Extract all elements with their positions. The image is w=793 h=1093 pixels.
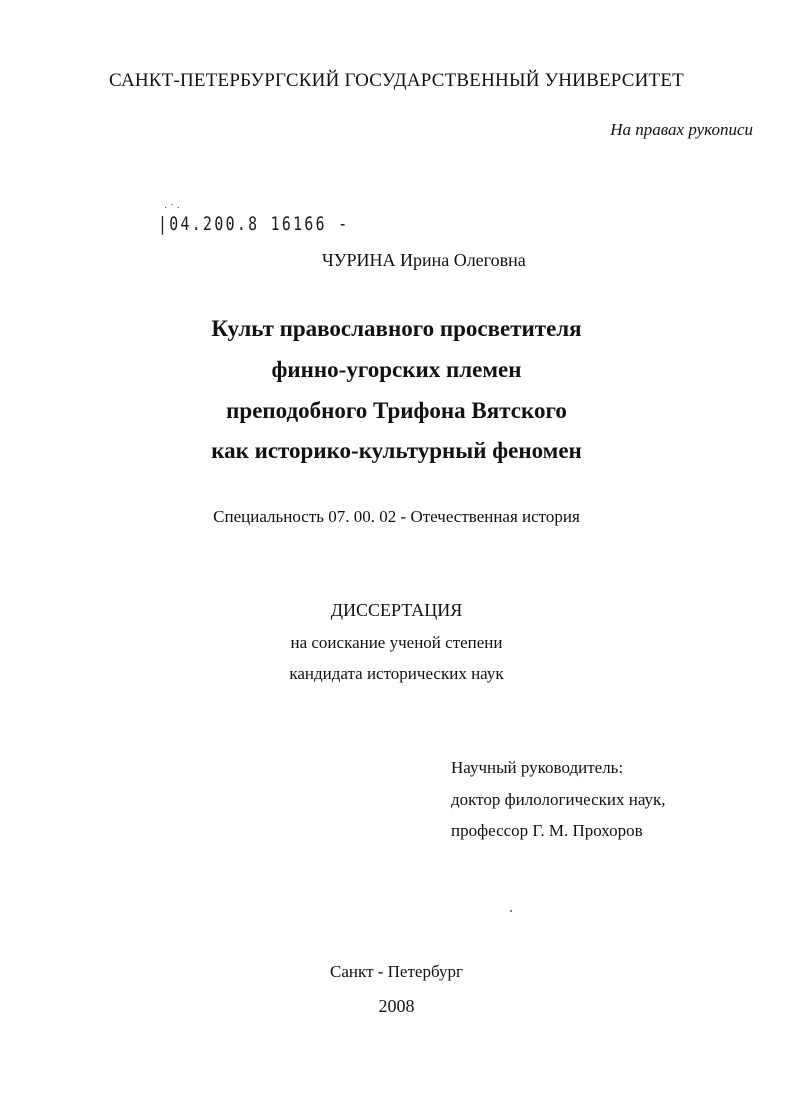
dissertation-degree-line-1: на соискание ученой степени (290, 633, 503, 652)
supervisor-label: Научный руководитель: (451, 758, 624, 777)
dissertation-degree-line-2: кандидата исторических наук (289, 664, 504, 683)
stamp-bracket: | (158, 213, 170, 235)
archive-stamp-number (158, 213, 349, 235)
title-line-2: финно-угорских племен (271, 357, 522, 382)
city: Санкт - Петербург (330, 962, 463, 981)
title-line-4: как историко-культурный феномен (211, 438, 582, 463)
title-line-3: преподобного Трифона Вятского (226, 398, 567, 423)
year: 2008 (378, 996, 415, 1016)
title-line-1: Культ православного просветителя (211, 316, 582, 341)
dissertation-heading: ДИССЕРТАЦИЯ (330, 600, 463, 620)
supervisor-degree: доктор филологических наук, (451, 790, 666, 809)
stamp-number-text: 04.200.8 16166 (169, 213, 327, 235)
university-name: САНКТ-ПЕТЕРБУРГСКИЙ ГОСУДАРСТВЕННЫЙ УНИВЕРСИТЕТ (109, 70, 684, 91)
scan-speck (510, 910, 512, 912)
specialty-line: Специальность 07. 00. 02 - Отечественная история (213, 507, 580, 526)
stamp-dash: - (326, 213, 350, 235)
manuscript-rights-note: На правах рукописи (610, 120, 753, 139)
author-name: ЧУРИНА Ирина Олеговна (322, 250, 526, 270)
supervisor-name: профессор Г. М. Прохоров (451, 821, 643, 840)
stamp-marks: ·˙· (164, 203, 183, 214)
